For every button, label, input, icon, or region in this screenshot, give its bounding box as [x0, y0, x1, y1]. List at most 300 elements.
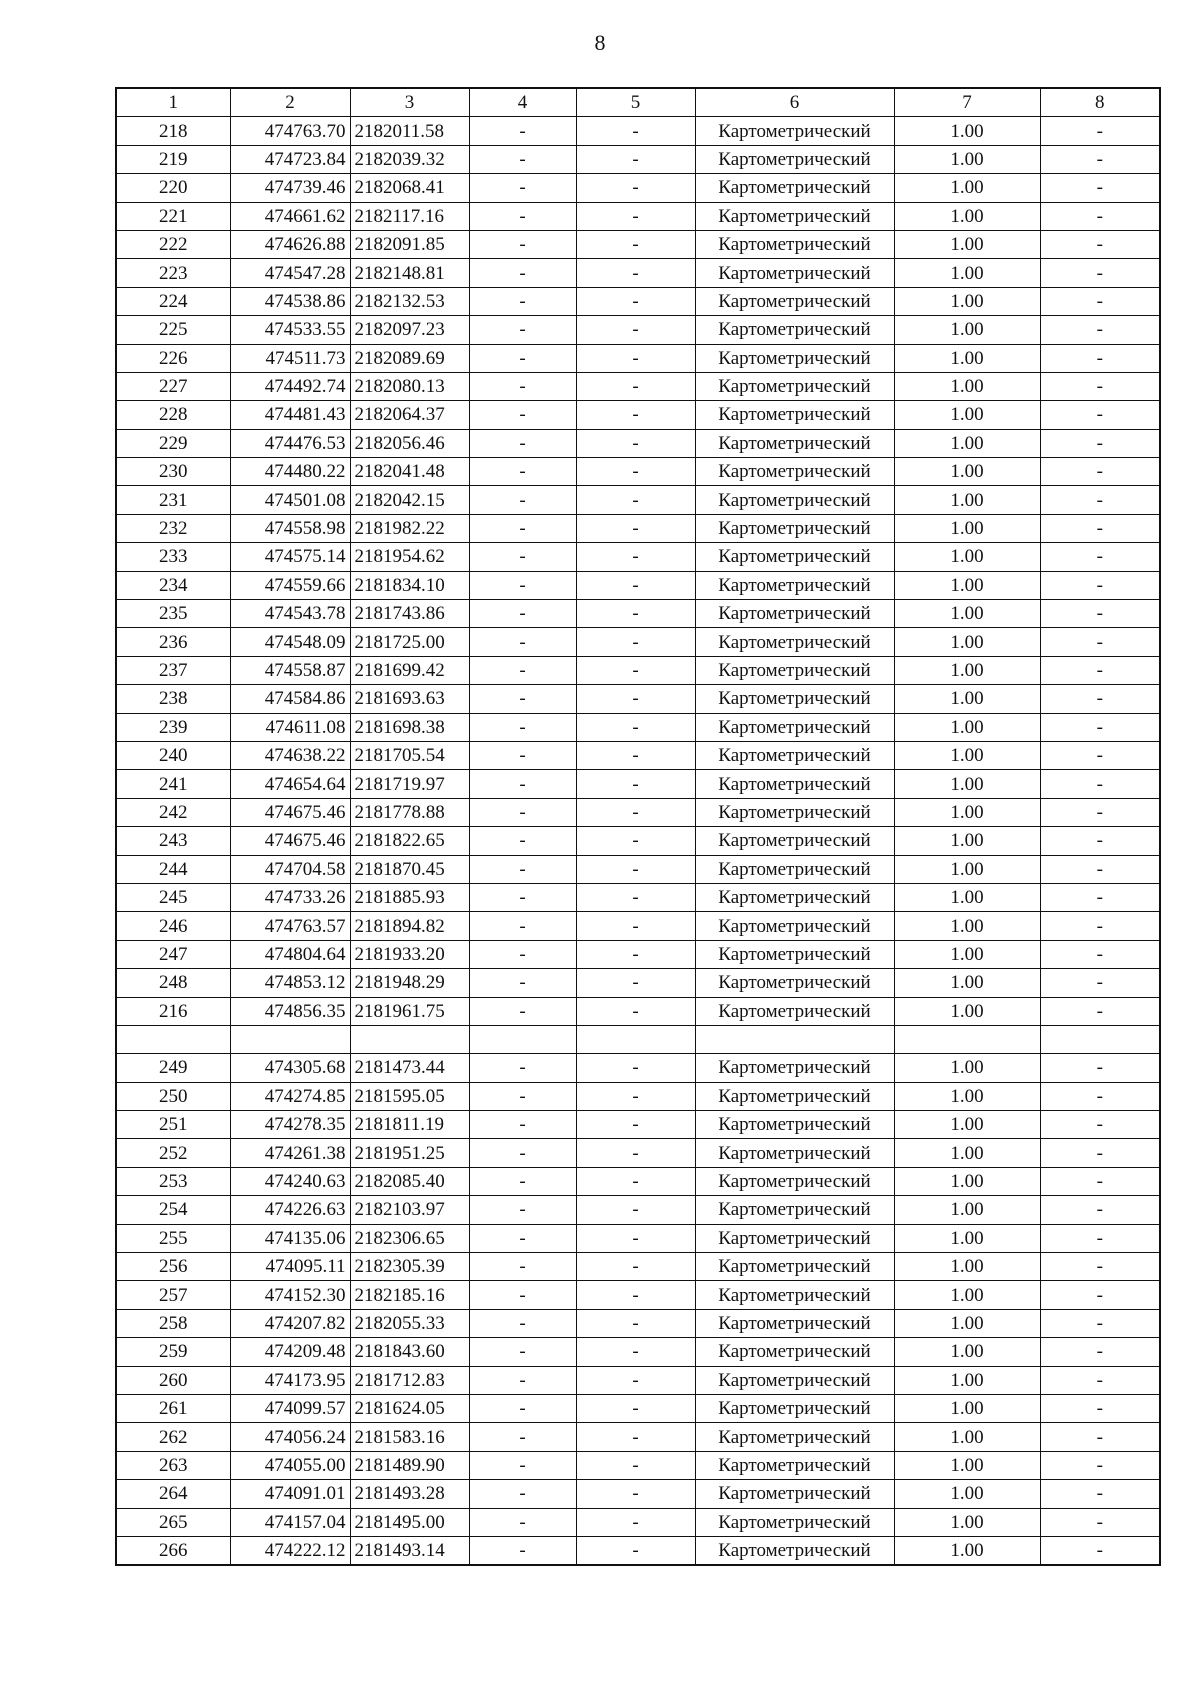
- accuracy-cell: 1.00: [894, 685, 1040, 713]
- col8-cell: -: [1040, 1394, 1160, 1422]
- point-number-cell: 262: [116, 1423, 230, 1451]
- x-coordinate-cell: 474209.48: [230, 1338, 350, 1366]
- accuracy-cell: 1.00: [894, 1082, 1040, 1110]
- point-number-cell: 228: [116, 401, 230, 429]
- y-coordinate-cell: 2181885.93: [350, 883, 469, 911]
- accuracy-cell: 1.00: [894, 713, 1040, 741]
- col4-cell: -: [469, 1480, 576, 1508]
- column-header: 6: [695, 88, 894, 117]
- point-number-cell: 240: [116, 741, 230, 769]
- col8-cell: -: [1040, 1082, 1160, 1110]
- y-coordinate-cell: 2181894.82: [350, 912, 469, 940]
- y-coordinate-cell: 2181870.45: [350, 855, 469, 883]
- table-row: [116, 259, 1160, 287]
- col8-cell: -: [1040, 1423, 1160, 1451]
- method-cell: Картометрический: [695, 798, 894, 826]
- col4-cell: -: [469, 202, 576, 230]
- point-number-cell: 254: [116, 1196, 230, 1224]
- method-cell: Картометрический: [695, 1111, 894, 1139]
- accuracy-cell: 1.00: [894, 145, 1040, 173]
- y-coordinate-cell: 2182039.32: [350, 145, 469, 173]
- point-number-cell: 226: [116, 344, 230, 372]
- col8-cell: -: [1040, 798, 1160, 826]
- col8-cell: -: [1040, 969, 1160, 997]
- col4-cell: -: [469, 1338, 576, 1366]
- y-coordinate-cell: 2181698.38: [350, 713, 469, 741]
- col5-cell: -: [576, 117, 695, 145]
- col5-cell: -: [576, 1139, 695, 1167]
- table-row: [116, 1111, 1160, 1139]
- table-row: [116, 202, 1160, 230]
- method-cell: Картометрический: [695, 1508, 894, 1536]
- col5-cell: -: [576, 1111, 695, 1139]
- point-number-cell: 232: [116, 514, 230, 542]
- method-cell: Картометрический: [695, 1423, 894, 1451]
- point-number-cell: 231: [116, 486, 230, 514]
- col5-cell: -: [576, 543, 695, 571]
- method-cell: Картометрический: [695, 145, 894, 173]
- table-row: [116, 997, 1160, 1025]
- point-number-cell: 260: [116, 1366, 230, 1394]
- accuracy-cell: 1.00: [894, 656, 1040, 684]
- y-coordinate-cell: 2182042.15: [350, 486, 469, 514]
- x-coordinate-cell: 474476.53: [230, 429, 350, 457]
- method-cell: Картометрический: [695, 543, 894, 571]
- col4-cell: -: [469, 1253, 576, 1281]
- y-coordinate-cell: 2181811.19: [350, 1111, 469, 1139]
- col8-cell: -: [1040, 287, 1160, 315]
- y-coordinate-cell: 2181489.90: [350, 1451, 469, 1479]
- x-coordinate-cell: 474675.46: [230, 798, 350, 826]
- point-number-cell: 229: [116, 429, 230, 457]
- col8-cell: -: [1040, 230, 1160, 258]
- col8-cell: -: [1040, 827, 1160, 855]
- col5-cell: -: [576, 230, 695, 258]
- col8-cell: -: [1040, 202, 1160, 230]
- accuracy-cell: 1.00: [894, 259, 1040, 287]
- point-number-cell: 239: [116, 713, 230, 741]
- col8-cell: -: [1040, 259, 1160, 287]
- table-row: [116, 174, 1160, 202]
- x-coordinate-cell: 474511.73: [230, 344, 350, 372]
- col8-cell: -: [1040, 145, 1160, 173]
- method-cell: Картометрический: [695, 1394, 894, 1422]
- method-cell: Картометрический: [695, 372, 894, 400]
- col4-cell: -: [469, 372, 576, 400]
- method-cell: Картометрический: [695, 287, 894, 315]
- point-number-cell: 220: [116, 174, 230, 202]
- table-row: [116, 656, 1160, 684]
- table-row: [116, 1423, 1160, 1451]
- method-cell: Картометрический: [695, 1253, 894, 1281]
- accuracy-cell: 1.00: [894, 1508, 1040, 1536]
- accuracy-cell: 1.00: [894, 827, 1040, 855]
- col8-cell: [1040, 1025, 1160, 1053]
- table-row: [116, 969, 1160, 997]
- table-row: [116, 514, 1160, 542]
- y-coordinate-cell: 2182089.69: [350, 344, 469, 372]
- accuracy-cell: 1.00: [894, 969, 1040, 997]
- col4-cell: -: [469, 230, 576, 258]
- point-number-cell: 266: [116, 1536, 230, 1565]
- method-cell: Картометрический: [695, 685, 894, 713]
- x-coordinate-cell: 474611.08: [230, 713, 350, 741]
- table-row: [116, 287, 1160, 315]
- accuracy-cell: 1.00: [894, 316, 1040, 344]
- accuracy-cell: 1.00: [894, 1423, 1040, 1451]
- col5-cell: -: [576, 1508, 695, 1536]
- accuracy-cell: 1.00: [894, 741, 1040, 769]
- x-coordinate-cell: 474157.04: [230, 1508, 350, 1536]
- accuracy-cell: 1.00: [894, 1139, 1040, 1167]
- col5-cell: [576, 1025, 695, 1053]
- x-coordinate-cell: 474091.01: [230, 1480, 350, 1508]
- table-row: [116, 344, 1160, 372]
- accuracy-cell: 1.00: [894, 1253, 1040, 1281]
- y-coordinate-cell: 2182085.40: [350, 1167, 469, 1195]
- table-row: [116, 628, 1160, 656]
- col5-cell: -: [576, 174, 695, 202]
- point-number-cell: 235: [116, 600, 230, 628]
- col5-cell: -: [576, 1338, 695, 1366]
- x-coordinate-cell: [230, 1025, 350, 1053]
- col5-cell: -: [576, 1394, 695, 1422]
- accuracy-cell: 1.00: [894, 117, 1040, 145]
- col4-cell: [469, 1025, 576, 1053]
- col5-cell: -: [576, 429, 695, 457]
- x-coordinate-cell: 474305.68: [230, 1054, 350, 1082]
- col4-cell: -: [469, 997, 576, 1025]
- method-cell: Картометрический: [695, 855, 894, 883]
- col8-cell: -: [1040, 1536, 1160, 1565]
- table-row: [116, 1054, 1160, 1082]
- col5-cell: -: [576, 571, 695, 599]
- point-number-cell: 252: [116, 1139, 230, 1167]
- accuracy-cell: 1.00: [894, 372, 1040, 400]
- col5-cell: -: [576, 1480, 695, 1508]
- y-coordinate-cell: 2182091.85: [350, 230, 469, 258]
- method-cell: Картометрический: [695, 117, 894, 145]
- table-row: [116, 1253, 1160, 1281]
- accuracy-cell: 1.00: [894, 287, 1040, 315]
- col5-cell: -: [576, 372, 695, 400]
- col8-cell: -: [1040, 543, 1160, 571]
- accuracy-cell: 1.00: [894, 1111, 1040, 1139]
- x-coordinate-cell: 474222.12: [230, 1536, 350, 1565]
- table-row: [116, 145, 1160, 173]
- col4-cell: -: [469, 117, 576, 145]
- accuracy-cell: 1.00: [894, 912, 1040, 940]
- accuracy-cell: 1.00: [894, 429, 1040, 457]
- col8-cell: -: [1040, 344, 1160, 372]
- y-coordinate-cell: 2181982.22: [350, 514, 469, 542]
- col4-cell: -: [469, 741, 576, 769]
- point-number-cell: 253: [116, 1167, 230, 1195]
- column-header: 3: [350, 88, 469, 117]
- point-number-cell: 223: [116, 259, 230, 287]
- x-coordinate-cell: 474152.30: [230, 1281, 350, 1309]
- x-coordinate-cell: 474675.46: [230, 827, 350, 855]
- accuracy-cell: 1.00: [894, 486, 1040, 514]
- col5-cell: -: [576, 145, 695, 173]
- accuracy-cell: 1.00: [894, 1054, 1040, 1082]
- y-coordinate-cell: 2181493.28: [350, 1480, 469, 1508]
- method-cell: Картометрический: [695, 912, 894, 940]
- x-coordinate-cell: 474733.26: [230, 883, 350, 911]
- y-coordinate-cell: 2181843.60: [350, 1338, 469, 1366]
- x-coordinate-cell: 474480.22: [230, 458, 350, 486]
- method-cell: Картометрический: [695, 1281, 894, 1309]
- table-row: [116, 1281, 1160, 1309]
- y-coordinate-cell: 2182185.16: [350, 1281, 469, 1309]
- accuracy-cell: 1.00: [894, 1309, 1040, 1337]
- y-coordinate-cell: 2181493.14: [350, 1536, 469, 1565]
- point-number-cell: 257: [116, 1281, 230, 1309]
- x-coordinate-cell: 474278.35: [230, 1111, 350, 1139]
- column-header: 5: [576, 88, 695, 117]
- point-number-cell: 256: [116, 1253, 230, 1281]
- method-cell: Картометрический: [695, 997, 894, 1025]
- col4-cell: -: [469, 1394, 576, 1422]
- col5-cell: -: [576, 1253, 695, 1281]
- column-header: 8: [1040, 88, 1160, 117]
- y-coordinate-cell: 2182305.39: [350, 1253, 469, 1281]
- point-number-cell: 225: [116, 316, 230, 344]
- accuracy-cell: 1.00: [894, 600, 1040, 628]
- method-cell: Картометрический: [695, 1338, 894, 1366]
- x-coordinate-cell: 474492.74: [230, 372, 350, 400]
- table-row: [116, 883, 1160, 911]
- x-coordinate-cell: 474584.86: [230, 685, 350, 713]
- col4-cell: -: [469, 401, 576, 429]
- col8-cell: -: [1040, 628, 1160, 656]
- col8-cell: -: [1040, 1196, 1160, 1224]
- method-cell: Картометрический: [695, 514, 894, 542]
- x-coordinate-cell: 474207.82: [230, 1309, 350, 1337]
- table-row: [116, 230, 1160, 258]
- col8-cell: -: [1040, 1224, 1160, 1252]
- col4-cell: -: [469, 344, 576, 372]
- y-coordinate-cell: 2182068.41: [350, 174, 469, 202]
- method-cell: [695, 1025, 894, 1053]
- col5-cell: -: [576, 656, 695, 684]
- col5-cell: -: [576, 259, 695, 287]
- point-number-cell: 243: [116, 827, 230, 855]
- x-coordinate-cell: 474095.11: [230, 1253, 350, 1281]
- x-coordinate-cell: 474763.57: [230, 912, 350, 940]
- x-coordinate-cell: 474626.88: [230, 230, 350, 258]
- table-row: [116, 600, 1160, 628]
- y-coordinate-cell: 2181961.75: [350, 997, 469, 1025]
- x-coordinate-cell: 474548.09: [230, 628, 350, 656]
- col5-cell: -: [576, 514, 695, 542]
- point-number-cell: 238: [116, 685, 230, 713]
- col4-cell: -: [469, 259, 576, 287]
- method-cell: Картометрический: [695, 1054, 894, 1082]
- point-number-cell: 242: [116, 798, 230, 826]
- accuracy-cell: 1.00: [894, 571, 1040, 599]
- y-coordinate-cell: 2181705.54: [350, 741, 469, 769]
- x-coordinate-cell: 474240.63: [230, 1167, 350, 1195]
- table-row: [116, 685, 1160, 713]
- col8-cell: -: [1040, 685, 1160, 713]
- col4-cell: -: [469, 855, 576, 883]
- column-header: 2: [230, 88, 350, 117]
- col5-cell: -: [576, 798, 695, 826]
- y-coordinate-cell: 2182041.48: [350, 458, 469, 486]
- method-cell: Картометрический: [695, 344, 894, 372]
- table-row: [116, 1167, 1160, 1195]
- accuracy-cell: 1.00: [894, 1394, 1040, 1422]
- col5-cell: -: [576, 344, 695, 372]
- table-row: [116, 1082, 1160, 1110]
- col8-cell: -: [1040, 486, 1160, 514]
- method-cell: Картометрический: [695, 316, 894, 344]
- col5-cell: -: [576, 316, 695, 344]
- col4-cell: -: [469, 770, 576, 798]
- method-cell: Картометрический: [695, 401, 894, 429]
- x-coordinate-cell: 474723.84: [230, 145, 350, 173]
- x-coordinate-cell: 474763.70: [230, 117, 350, 145]
- table-row: [116, 1451, 1160, 1479]
- col8-cell: -: [1040, 1480, 1160, 1508]
- point-number-cell: 218: [116, 117, 230, 145]
- accuracy-cell: 1.00: [894, 855, 1040, 883]
- col5-cell: -: [576, 855, 695, 883]
- accuracy-cell: 1.00: [894, 883, 1040, 911]
- table-row: [116, 1196, 1160, 1224]
- table-row: [116, 372, 1160, 400]
- y-coordinate-cell: [350, 1025, 469, 1053]
- method-cell: Картометрический: [695, 969, 894, 997]
- x-coordinate-cell: 474533.55: [230, 316, 350, 344]
- y-coordinate-cell: 2181822.65: [350, 827, 469, 855]
- col4-cell: -: [469, 1224, 576, 1252]
- y-coordinate-cell: 2182097.23: [350, 316, 469, 344]
- coordinates-table: [115, 87, 1161, 1566]
- col8-cell: -: [1040, 458, 1160, 486]
- method-cell: Картометрический: [695, 600, 894, 628]
- y-coordinate-cell: 2181495.00: [350, 1508, 469, 1536]
- y-coordinate-cell: 2181834.10: [350, 571, 469, 599]
- col5-cell: -: [576, 202, 695, 230]
- method-cell: Картометрический: [695, 174, 894, 202]
- col4-cell: -: [469, 514, 576, 542]
- method-cell: Картометрический: [695, 1196, 894, 1224]
- col5-cell: -: [576, 997, 695, 1025]
- method-cell: Картометрический: [695, 259, 894, 287]
- col4-cell: -: [469, 1139, 576, 1167]
- y-coordinate-cell: 2182103.97: [350, 1196, 469, 1224]
- x-coordinate-cell: 474261.38: [230, 1139, 350, 1167]
- col5-cell: -: [576, 1224, 695, 1252]
- y-coordinate-cell: 2181583.16: [350, 1423, 469, 1451]
- col8-cell: -: [1040, 656, 1160, 684]
- x-coordinate-cell: 474558.98: [230, 514, 350, 542]
- col8-cell: -: [1040, 713, 1160, 741]
- method-cell: Картометрический: [695, 1480, 894, 1508]
- x-coordinate-cell: 474538.86: [230, 287, 350, 315]
- method-cell: Картометрический: [695, 486, 894, 514]
- accuracy-cell: 1.00: [894, 997, 1040, 1025]
- col8-cell: -: [1040, 1338, 1160, 1366]
- y-coordinate-cell: 2182055.33: [350, 1309, 469, 1337]
- col4-cell: -: [469, 912, 576, 940]
- method-cell: Картометрический: [695, 571, 894, 599]
- table-row: [116, 741, 1160, 769]
- y-coordinate-cell: 2181743.86: [350, 600, 469, 628]
- point-number-cell: 222: [116, 230, 230, 258]
- method-cell: Картометрический: [695, 1224, 894, 1252]
- col5-cell: -: [576, 1281, 695, 1309]
- point-number-cell: 258: [116, 1309, 230, 1337]
- col8-cell: -: [1040, 997, 1160, 1025]
- col4-cell: -: [469, 713, 576, 741]
- method-cell: Картометрический: [695, 713, 894, 741]
- y-coordinate-cell: 2181624.05: [350, 1394, 469, 1422]
- point-number-cell: 249: [116, 1054, 230, 1082]
- table-row: [116, 1224, 1160, 1252]
- x-coordinate-cell: 474099.57: [230, 1394, 350, 1422]
- col8-cell: -: [1040, 372, 1160, 400]
- col8-cell: -: [1040, 514, 1160, 542]
- col8-cell: -: [1040, 883, 1160, 911]
- table-row: [116, 458, 1160, 486]
- col4-cell: -: [469, 798, 576, 826]
- point-number-cell: 221: [116, 202, 230, 230]
- accuracy-cell: 1.00: [894, 798, 1040, 826]
- col5-cell: -: [576, 969, 695, 997]
- table-row: [116, 770, 1160, 798]
- method-cell: Картометрический: [695, 1082, 894, 1110]
- accuracy-cell: 1.00: [894, 1281, 1040, 1309]
- col4-cell: -: [469, 316, 576, 344]
- point-number-cell: 247: [116, 940, 230, 968]
- accuracy-cell: 1.00: [894, 458, 1040, 486]
- x-coordinate-cell: 474558.87: [230, 656, 350, 684]
- col8-cell: -: [1040, 429, 1160, 457]
- table-row: [116, 1480, 1160, 1508]
- x-coordinate-cell: 474661.62: [230, 202, 350, 230]
- accuracy-cell: [894, 1025, 1040, 1053]
- accuracy-cell: 1.00: [894, 514, 1040, 542]
- point-number-cell: 237: [116, 656, 230, 684]
- point-number-cell: 224: [116, 287, 230, 315]
- table-row: [116, 1394, 1160, 1422]
- column-header: 1: [116, 88, 230, 117]
- col4-cell: -: [469, 1366, 576, 1394]
- col5-cell: -: [576, 1196, 695, 1224]
- col8-cell: -: [1040, 1508, 1160, 1536]
- point-number-cell: 219: [116, 145, 230, 173]
- point-number-cell: 259: [116, 1338, 230, 1366]
- col5-cell: -: [576, 628, 695, 656]
- point-number-cell: 241: [116, 770, 230, 798]
- col5-cell: -: [576, 1167, 695, 1195]
- point-number-cell: 246: [116, 912, 230, 940]
- col4-cell: -: [469, 1281, 576, 1309]
- accuracy-cell: 1.00: [894, 1338, 1040, 1366]
- point-number-cell: 216: [116, 997, 230, 1025]
- x-coordinate-cell: 474543.78: [230, 600, 350, 628]
- x-coordinate-cell: 474856.35: [230, 997, 350, 1025]
- method-cell: Картометрический: [695, 1366, 894, 1394]
- accuracy-cell: 1.00: [894, 543, 1040, 571]
- col5-cell: -: [576, 600, 695, 628]
- method-cell: Картометрический: [695, 1167, 894, 1195]
- point-number-cell: 227: [116, 372, 230, 400]
- x-coordinate-cell: 474575.14: [230, 543, 350, 571]
